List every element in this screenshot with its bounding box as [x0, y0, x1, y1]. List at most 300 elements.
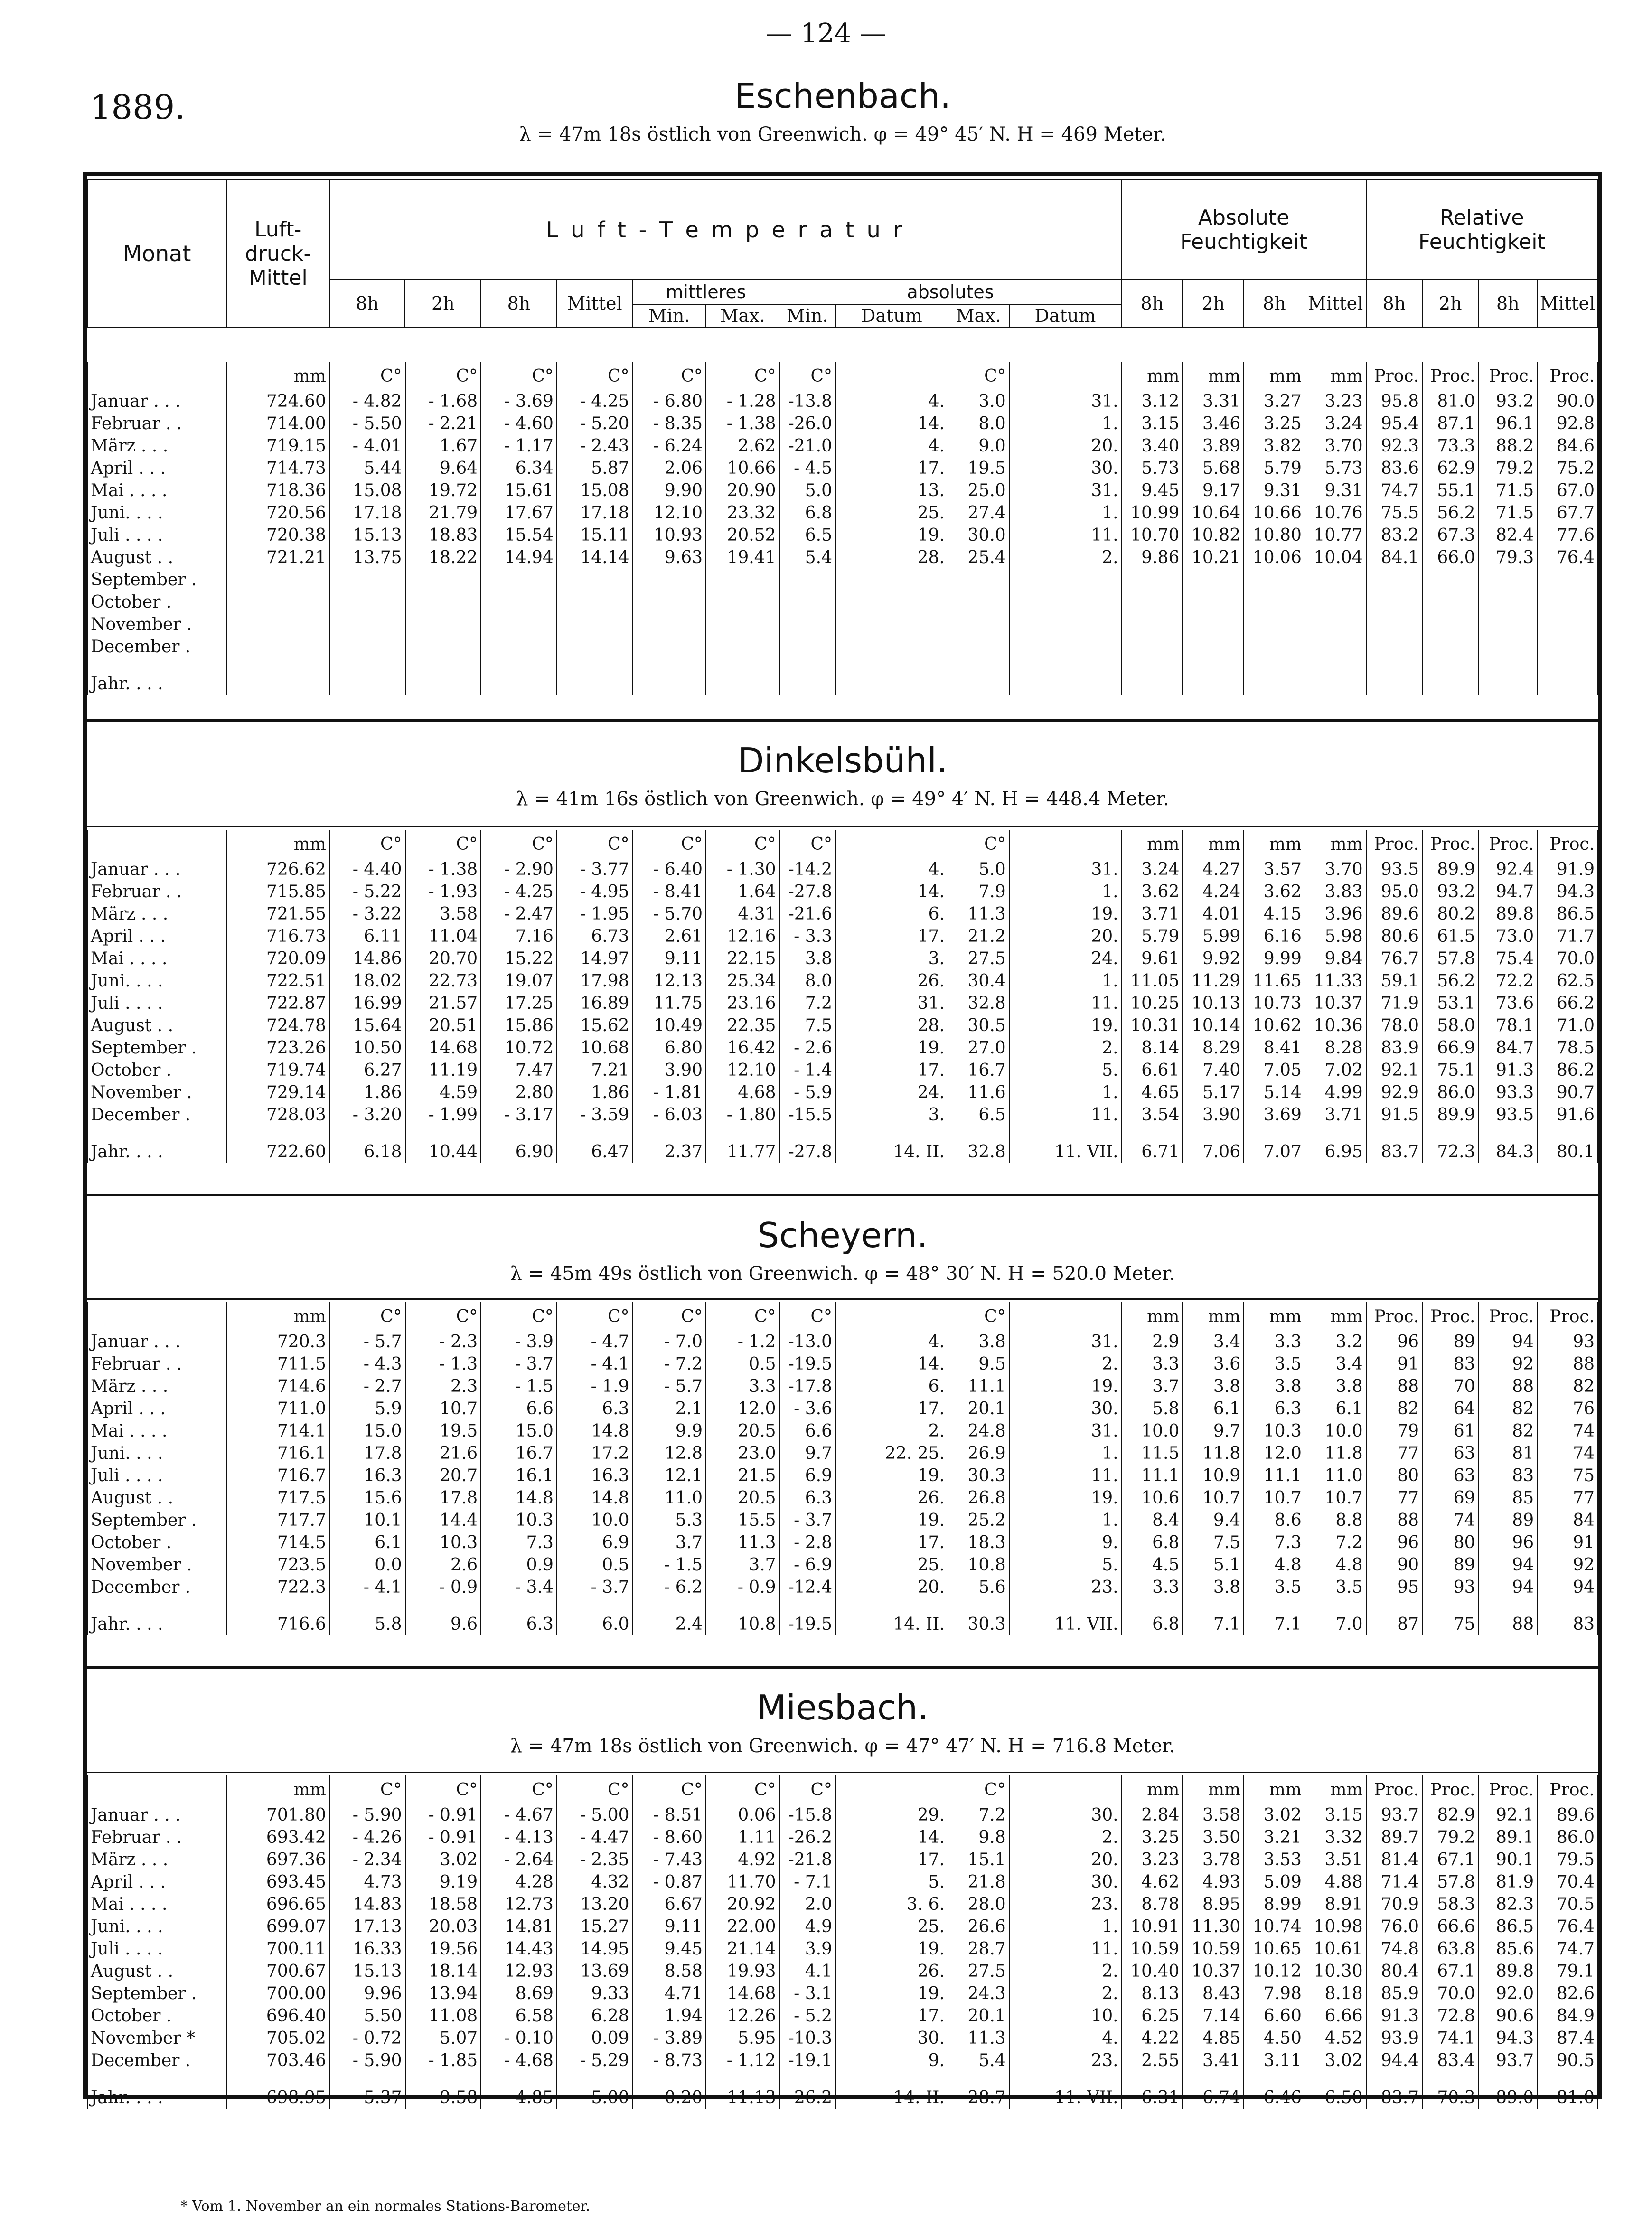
- table-cell: 2.: [1009, 1826, 1122, 1849]
- table-cell: 15.13: [329, 1960, 405, 1982]
- table-cell: 5.6: [948, 1576, 1009, 1598]
- table-cell: 9.9: [633, 1420, 706, 1442]
- table-cell: 3.3: [1244, 1331, 1305, 1353]
- table-cell: 12.13: [633, 970, 706, 992]
- table-cell: 4.31: [706, 903, 779, 925]
- table-cell: [1537, 658, 1598, 695]
- table-cell: [1479, 658, 1538, 695]
- table-cell: 7.5: [779, 1015, 835, 1037]
- table-cell: 19.56: [405, 1938, 481, 1960]
- table-cell: C°: [948, 1302, 1009, 1331]
- month-label: Februar . .: [87, 1353, 227, 1375]
- table-cell: - 7.0: [633, 1331, 706, 1353]
- table-cell: 7.0: [1305, 1598, 1366, 1635]
- table-cell: [706, 569, 779, 591]
- table-cell: 1.: [1009, 970, 1122, 992]
- table-cell: 17.2: [557, 1442, 633, 1465]
- table-cell: 3.96: [1305, 903, 1366, 925]
- table-cell: 66.6: [1422, 1916, 1478, 1938]
- month-label: [87, 1775, 227, 1804]
- table-cell: 28.: [835, 546, 948, 569]
- table-cell: mm: [1244, 362, 1305, 390]
- table-cell: 11.13: [706, 2072, 779, 2109]
- table-cell: 64: [1422, 1398, 1478, 1420]
- month-label: November *: [87, 2027, 227, 2049]
- month-label: Juli . . . .: [87, 1465, 227, 1487]
- table-cell: 19.: [835, 1938, 948, 1960]
- table-cell: 21.79: [405, 502, 481, 524]
- table-cell: 10.0: [1305, 1420, 1366, 1442]
- table-row: [87, 970, 1598, 992]
- month-label: Jahr. . . .: [87, 2072, 227, 2109]
- table-cell: 89.6: [1537, 1804, 1598, 1826]
- table-cell: 721.55: [227, 903, 329, 925]
- table-cell: 0.5: [706, 1353, 779, 1375]
- table-cell: 8.43: [1183, 1982, 1244, 2005]
- table-cell: 63: [1422, 1442, 1478, 1465]
- divider: [87, 1772, 1598, 1773]
- table-cell: 12.10: [706, 1059, 779, 1081]
- table-cell: 89.8: [1479, 1960, 1538, 1982]
- table-cell: 11.: [1009, 992, 1122, 1015]
- table-cell: 9.4: [1183, 1509, 1244, 1531]
- table-cell: [1479, 636, 1538, 658]
- table-cell: C°: [329, 830, 405, 858]
- table-cell: 78.0: [1366, 1015, 1422, 1037]
- table-cell: 0.06: [706, 1804, 779, 1826]
- table-cell: 0.09: [557, 2027, 633, 2049]
- table-cell: 21.14: [706, 1938, 779, 1960]
- table-cell: 701.80: [227, 1804, 329, 1826]
- table-cell: 63.8: [1422, 1938, 1478, 1960]
- table-cell: 6.3: [481, 1598, 557, 1635]
- table-cell: -26.2: [779, 1826, 835, 1849]
- table-cell: 10.1: [329, 1509, 405, 1531]
- table-cell: 1.: [1009, 1916, 1122, 1938]
- table-cell: -13.8: [779, 390, 835, 413]
- table-cell: 17.98: [557, 970, 633, 992]
- table-row: [87, 546, 1598, 569]
- table-cell: 28.: [835, 1015, 948, 1037]
- table-cell: 3.83: [1305, 881, 1366, 903]
- table-cell: 3.: [835, 1104, 948, 1126]
- table-cell: 2.: [1009, 546, 1122, 569]
- table-cell: - 3.77: [557, 858, 633, 881]
- table-cell: - 6.2: [633, 1576, 706, 1598]
- table-cell: - 7.43: [633, 1849, 706, 1871]
- table-cell: [227, 569, 329, 591]
- table-cell: 4.28: [481, 1871, 557, 1893]
- table-cell: 19.93: [706, 1960, 779, 1982]
- month-label: [87, 830, 227, 858]
- table-cell: C°: [779, 830, 835, 858]
- table-cell: 6.11: [329, 925, 405, 948]
- table-row: [87, 1554, 1598, 1576]
- year-label: 1889.: [90, 88, 186, 127]
- table-cell: 94: [1479, 1576, 1538, 1598]
- table-cell: 92.8: [1537, 413, 1598, 435]
- table-cell: 20.7: [405, 1465, 481, 1487]
- table-cell: -21.8: [779, 1849, 835, 1871]
- table-cell: -17.8: [779, 1375, 835, 1398]
- table-cell: 3.71: [1305, 1104, 1366, 1126]
- table-cell: 79.1: [1537, 1960, 1598, 1982]
- table-row: [87, 1916, 1598, 1938]
- table-cell: [1366, 613, 1422, 636]
- station-table-miesbach: [87, 1775, 1598, 2109]
- table-cell: 87.4: [1537, 2027, 1598, 2049]
- table-cell: 11.: [1009, 1938, 1122, 1960]
- table-cell: 696.65: [227, 1893, 329, 1916]
- table-cell: 19.5: [405, 1420, 481, 1442]
- table-cell: 11.3: [706, 1531, 779, 1554]
- table-cell: - 5.20: [557, 413, 633, 435]
- table-cell: 71.7: [1537, 925, 1598, 948]
- divider: [87, 826, 1598, 827]
- table-cell: 3.12: [1122, 390, 1183, 413]
- table-cell: 1.94: [633, 2005, 706, 2027]
- header-min: Min.: [632, 304, 706, 327]
- table-cell: 30.: [1009, 1398, 1122, 1420]
- table-cell: 6.46: [1244, 2072, 1305, 2109]
- table-cell: 15.1: [948, 1849, 1009, 1871]
- table-cell: 86.0: [1422, 1081, 1478, 1104]
- table-cell: 92.9: [1366, 1081, 1422, 1104]
- table-cell: 8.14: [1122, 1037, 1183, 1059]
- table-cell: 7.16: [481, 925, 557, 948]
- table-cell: 9.: [1009, 1531, 1122, 1554]
- table-cell: - 2.8: [779, 1531, 835, 1554]
- table-cell: 14.86: [329, 948, 405, 970]
- table-cell: 6.60: [1244, 2005, 1305, 2027]
- table-cell: 82: [1479, 1398, 1538, 1420]
- table-cell: 17.: [835, 1849, 948, 1871]
- table-cell: 7.05: [1244, 1059, 1305, 1081]
- table-cell: 25.: [835, 1916, 948, 1938]
- table-cell: 8.69: [481, 1982, 557, 2005]
- table-cell: 83.9: [1366, 1037, 1422, 1059]
- table-cell: 720.3: [227, 1331, 329, 1353]
- table-cell: [1305, 569, 1366, 591]
- table-cell: 23.: [1009, 1576, 1122, 1598]
- table-cell: - 5.9: [779, 1081, 835, 1104]
- table-cell: 71.5: [1479, 502, 1538, 524]
- table-cell: 699.07: [227, 1916, 329, 1938]
- table-cell: 91.3: [1366, 2005, 1422, 2027]
- table-cell: [1009, 830, 1122, 858]
- table-cell: 3.62: [1122, 881, 1183, 903]
- header-2h: 2h: [1183, 280, 1244, 327]
- table-cell: [1183, 636, 1244, 658]
- table-cell: 92.4: [1479, 858, 1538, 881]
- header-2h: 2h: [405, 280, 481, 327]
- table-cell: 17.: [835, 925, 948, 948]
- table-cell: 9.33: [557, 1982, 633, 2005]
- table-cell: 89.9: [1422, 1104, 1478, 1126]
- table-cell: 9.19: [405, 1871, 481, 1893]
- table-cell: mm: [1305, 1302, 1366, 1331]
- units-row: [87, 1302, 1598, 1331]
- table-cell: - 3.59: [557, 1104, 633, 1126]
- table-cell: - 0.91: [405, 1826, 481, 1849]
- table-cell: 31.: [835, 992, 948, 1015]
- table-cell: 32.8: [948, 1126, 1009, 1163]
- table-cell: 10.: [1009, 2005, 1122, 2027]
- table-row: [87, 435, 1598, 457]
- table-cell: 84: [1537, 1509, 1598, 1531]
- table-cell: Proc.: [1422, 830, 1478, 858]
- table-cell: mm: [1244, 1302, 1305, 1331]
- table-cell: [329, 636, 405, 658]
- table-cell: 1.: [1009, 1509, 1122, 1531]
- table-cell: 18.83: [405, 524, 481, 546]
- table-cell: [405, 613, 481, 636]
- table-row: [87, 1037, 1598, 1059]
- table-cell: 70.4: [1537, 1871, 1598, 1893]
- table-cell: [1244, 569, 1305, 591]
- table-cell: [481, 569, 557, 591]
- table-cell: 22.73: [405, 970, 481, 992]
- table-cell: - 1.80: [706, 1104, 779, 1126]
- table-cell: Proc.: [1422, 1302, 1478, 1331]
- table-cell: 14.94: [481, 546, 557, 569]
- table-cell: 63: [1422, 1465, 1478, 1487]
- table-cell: 81: [1479, 1442, 1538, 1465]
- table-cell: [835, 613, 948, 636]
- table-row: [87, 524, 1598, 546]
- table-cell: 715.85: [227, 881, 329, 903]
- table-cell: 5.44: [329, 457, 405, 479]
- table-cell: 30.: [1009, 1871, 1122, 1893]
- table-cell: - 4.1: [557, 1353, 633, 1375]
- table-cell: 23.16: [706, 992, 779, 1015]
- table-cell: 3.90: [633, 1059, 706, 1081]
- month-label: Januar . . .: [87, 390, 227, 413]
- table-cell: 95: [1366, 1576, 1422, 1598]
- table-cell: [779, 636, 835, 658]
- table-row: [87, 1442, 1598, 1465]
- table-cell: 17.: [835, 1398, 948, 1420]
- table-cell: 720.09: [227, 948, 329, 970]
- table-cell: 8.95: [1183, 1893, 1244, 1916]
- table-cell: 24.8: [948, 1420, 1009, 1442]
- table-cell: 10.64: [1183, 502, 1244, 524]
- table-cell: 19.: [835, 1509, 948, 1531]
- table-cell: [1122, 569, 1183, 591]
- table-cell: 11.04: [405, 925, 481, 948]
- table-cell: 11.30: [1183, 1916, 1244, 1938]
- table-cell: 10.72: [481, 1037, 557, 1059]
- table-cell: C°: [481, 1302, 557, 1331]
- table-cell: 16.3: [557, 1465, 633, 1487]
- table-cell: 23.32: [706, 502, 779, 524]
- station-miesbach-heading: [87, 1688, 1598, 1764]
- table-cell: - 3.69: [481, 390, 557, 413]
- month-label: März . . .: [87, 1849, 227, 1871]
- table-cell: 74: [1422, 1509, 1478, 1531]
- table-cell: 81.0: [1537, 2072, 1598, 2109]
- table-cell: 10.7: [1305, 1487, 1366, 1509]
- table-cell: 90.5: [1537, 2049, 1598, 2072]
- month-label: November .: [87, 613, 227, 636]
- table-cell: 729.14: [227, 1081, 329, 1104]
- table-cell: 4.93: [1183, 1871, 1244, 1893]
- table-cell: [1422, 636, 1478, 658]
- table-cell: 89: [1479, 1509, 1538, 1531]
- table-cell: 693.42: [227, 1826, 329, 1849]
- table-cell: 14.4: [405, 1509, 481, 1531]
- table-row: [87, 1465, 1598, 1487]
- table-cell: -13.0: [779, 1331, 835, 1353]
- table-cell: 85.9: [1366, 1982, 1422, 2005]
- table-cell: 58.3: [1422, 1893, 1478, 1916]
- table-cell: [706, 591, 779, 613]
- table-cell: 15.08: [329, 479, 405, 502]
- table-cell: 16.3: [329, 1465, 405, 1487]
- table-cell: 719.74: [227, 1059, 329, 1081]
- table-cell: 71.0: [1537, 1015, 1598, 1037]
- table-cell: 27.5: [948, 1960, 1009, 1982]
- table-cell: 6.73: [557, 925, 633, 948]
- table-cell: - 5.70: [633, 903, 706, 925]
- table-cell: - 1.95: [557, 903, 633, 925]
- table-cell: 11. VII.: [1009, 2072, 1122, 2109]
- table-cell: [948, 591, 1009, 613]
- table-cell: 2.80: [481, 1081, 557, 1104]
- table-cell: 10.0: [557, 1509, 633, 1531]
- table-cell: 15.27: [557, 1916, 633, 1938]
- table-cell: 10.73: [1244, 992, 1305, 1015]
- table-cell: 8.99: [1244, 1893, 1305, 1916]
- table-cell: 10.70: [1122, 524, 1183, 546]
- table-cell: 10.21: [1183, 546, 1244, 569]
- table-cell: 89.8: [1479, 903, 1538, 925]
- table-cell: 25.34: [706, 970, 779, 992]
- table-cell: 3.51: [1305, 1849, 1366, 1871]
- table-cell: 75.2: [1537, 457, 1598, 479]
- table-cell: 5.07: [405, 2027, 481, 2049]
- table-cell: 10.74: [1244, 1916, 1305, 1938]
- table-cell: 93.7: [1366, 1804, 1422, 1826]
- table-cell: - 5.7: [329, 1331, 405, 1353]
- table-cell: - 3.89: [633, 2027, 706, 2049]
- table-row: [87, 1353, 1598, 1375]
- table-cell: C°: [706, 830, 779, 858]
- table-cell: 6.0: [557, 1598, 633, 1635]
- table-cell: 3.3: [1122, 1353, 1183, 1375]
- table-cell: 74.7: [1366, 479, 1422, 502]
- table-cell: 698.95: [227, 2072, 329, 2109]
- table-cell: 5.0: [948, 858, 1009, 881]
- table-cell: C°: [405, 830, 481, 858]
- table-cell: 11.08: [405, 2005, 481, 2027]
- table-cell: - 5.50: [329, 413, 405, 435]
- table-cell: 3.78: [1183, 1849, 1244, 1871]
- table-cell: 79.2: [1479, 457, 1538, 479]
- table-cell: 83: [1537, 1598, 1598, 1635]
- table-cell: 722.87: [227, 992, 329, 1015]
- table-cell: [1122, 591, 1183, 613]
- month-label: Mai . . . .: [87, 1420, 227, 1442]
- table-cell: [1244, 658, 1305, 695]
- table-cell: 10.62: [1244, 1015, 1305, 1037]
- table-cell: 711.5: [227, 1353, 329, 1375]
- month-label: Februar . .: [87, 881, 227, 903]
- table-cell: 78.5: [1537, 1037, 1598, 1059]
- table-cell: 90.7: [1537, 1081, 1598, 1104]
- table-cell: 94.4: [1366, 2049, 1422, 2072]
- table-cell: - 4.3: [329, 1353, 405, 1375]
- table-cell: 3.3: [706, 1375, 779, 1398]
- table-cell: [1183, 613, 1244, 636]
- table-cell: [557, 613, 633, 636]
- table-cell: - 1.99: [405, 1104, 481, 1126]
- table-cell: 14.: [835, 1353, 948, 1375]
- table-cell: 7.2: [948, 1804, 1009, 1826]
- table-cell: 8.78: [1122, 1893, 1183, 1916]
- table-cell: 15.64: [329, 1015, 405, 1037]
- table-cell: 4.71: [633, 1982, 706, 2005]
- table-cell: - 1.81: [633, 1081, 706, 1104]
- table-row: [87, 1960, 1598, 1982]
- table-cell: 4.: [1009, 2027, 1122, 2049]
- table-cell: - 0.10: [481, 2027, 557, 2049]
- table-cell: 5.3: [633, 1509, 706, 1531]
- table-cell: 10.31: [1122, 1015, 1183, 1037]
- table-cell: [1244, 613, 1305, 636]
- table-cell: 9.8: [948, 1826, 1009, 1849]
- table-cell: - 1.3: [405, 1353, 481, 1375]
- month-label: December .: [87, 1576, 227, 1598]
- table-cell: 7.06: [1183, 1126, 1244, 1163]
- year-total-row: [87, 1598, 1598, 1635]
- table-cell: 10.3: [1244, 1420, 1305, 1442]
- table-cell: 3.0: [948, 390, 1009, 413]
- table-cell: [779, 569, 835, 591]
- table-cell: 724.60: [227, 390, 329, 413]
- station-coordinates: λ = 47m 18s östlich von Greenwich. φ = 47° 47′ N. H = 716.8 Meter.: [510, 1735, 1175, 1757]
- table-cell: [779, 613, 835, 636]
- table-cell: 80: [1422, 1531, 1478, 1554]
- table-cell: - 4.82: [329, 390, 405, 413]
- header-absolute-feuchtigkeit: Absolute Feuchtigkeit: [1122, 180, 1366, 280]
- header-mittel: Mittel: [557, 280, 633, 327]
- table-cell: 83.6: [1366, 457, 1422, 479]
- table-cell: [1479, 613, 1538, 636]
- table-cell: 71.5: [1479, 479, 1538, 502]
- station-title: Miesbach.: [757, 1688, 929, 1728]
- table-cell: 10.7: [1183, 1487, 1244, 1509]
- table-cell: [1009, 569, 1122, 591]
- table-cell: 67.0: [1537, 479, 1598, 502]
- table-cell: 4.: [835, 1331, 948, 1353]
- table-cell: - 1.12: [706, 2049, 779, 2072]
- table-cell: 96.1: [1479, 413, 1538, 435]
- table-cell: 66.9: [1422, 1037, 1478, 1059]
- table-cell: 11.65: [1244, 970, 1305, 992]
- table-cell: Proc.: [1479, 362, 1538, 390]
- table-cell: 2.0: [779, 1893, 835, 1916]
- table-row: [87, 1104, 1598, 1126]
- table-cell: 5.14: [1244, 1081, 1305, 1104]
- table-cell: 69: [1422, 1487, 1478, 1509]
- table-cell: - 2.47: [481, 903, 557, 925]
- table-cell: 5.79: [1244, 457, 1305, 479]
- table-cell: 4.92: [706, 1849, 779, 1871]
- table-cell: - 3.7: [481, 1353, 557, 1375]
- table-cell: 6.25: [1122, 2005, 1183, 2027]
- table-cell: 11.5: [1122, 1442, 1183, 1465]
